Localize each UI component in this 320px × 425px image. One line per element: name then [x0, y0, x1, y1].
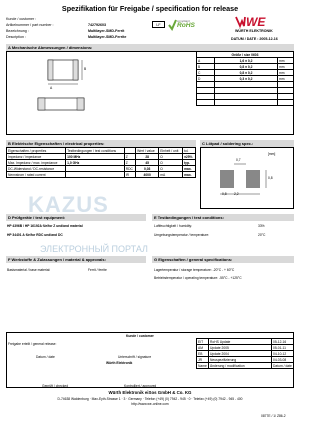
storage-temp: Lagertemperatur / storage temperature: -20°C - + 60°C [154, 268, 235, 272]
temperature-label: Umgebungstemperatur / temperature: [154, 233, 210, 237]
company-web: http://www.we-online.com [131, 402, 169, 406]
table-row: DC-Widerstand / DC-resistance RDC 0,03 Ω max. [7, 166, 196, 172]
wurth-logo: WE WÜRTH ELEKTRONIK [235, 15, 273, 33]
description-label: Description : [6, 35, 26, 39]
rohs-logo: compliant RoHS [168, 18, 196, 30]
section-f-header: F Werkstoffe & Zulassungen / material & approvals: [6, 256, 146, 263]
checked-label: Geprüft / checked [42, 384, 69, 388]
section-d-header: D Prüfgeräte / test equipment: [6, 214, 146, 221]
section-g-header: G Eigenschaften / general specifications: [152, 256, 294, 263]
description-value: Multilayer-SMD-Ferrite [88, 35, 127, 39]
watermark-subtext: ЭЛЕКТРОННЫЙ ПОРТАЛ [40, 244, 148, 254]
watermark-text: KAZUS [28, 192, 109, 217]
release-label: Freigabe erteilt / general release: [8, 342, 57, 346]
logo-mark-icon [235, 15, 246, 28]
pad-len-label: 0,8 [222, 192, 227, 196]
section-b-header: B Elektrische Eigenschaften / electrical properties: [6, 140, 196, 147]
date-label: Datum / date [36, 355, 55, 359]
spec-sheet [6, 4, 294, 421]
table-row: EB Update 2004 04-10-12 [197, 351, 294, 357]
pad-height-label: 0,8 [268, 176, 273, 180]
company-name: Würth Elektronik eiSos GmbH & Co. KG [108, 390, 192, 395]
base-material-value: Ferrit / ferrite [88, 268, 107, 272]
we-label: Würth Elektronik [106, 361, 133, 365]
pad-width-label: 2,2 [234, 192, 239, 196]
table-row: B 0,8 ± 0,2 mm [197, 64, 294, 70]
customer-label: Kunde / customer : [6, 17, 37, 21]
part-number-value: 742792603 [88, 23, 106, 27]
table-row: Max. Impedanz / max. impedance 1,0 GHz Z 45 Ω typ. [7, 160, 196, 166]
table-row: Impedanz / impedance 100 MHz Z 28 Ω ±25% [7, 154, 196, 160]
base-material-label: Basismaterial / base material: [7, 268, 51, 272]
checkmark-icon [168, 19, 177, 31]
unit-label: [mm] [268, 152, 276, 156]
designation-label: Bezeichnung : [6, 29, 29, 33]
dim-label-a: A [50, 86, 53, 90]
table-row: AM Update 2005 05-01-11 [197, 345, 294, 351]
solder-pad-drawing [206, 156, 288, 204]
electrical-table: Eigenschaften / properties Testbedingungen / test conditions Wert / value Einheit / unit tol. Impedanz / impedance 100 MHz Z 28 Ω ±25% Max. Impedanz / max. impedance 1,0 GHz Z 45 Ω typ. DC-Widerstand / DC-resistance RDC 0,03 Ω max. Nennstrom / rated current IR 4000 mA max. [6, 147, 196, 178]
page-code: 0877E / 1/ Z86-2 [261, 414, 286, 418]
section-c-header: C Lötpad / soldering spec.: [200, 140, 294, 147]
table-row: C 0,8 ± 0,2 mm [197, 70, 294, 76]
equipment-line-1: HP 4396B / HP 16192A für/for Z und/and material [7, 224, 83, 228]
humidity-label: Luftfeuchtigkeit / humidity: [154, 224, 193, 228]
table-row: JR Neuspezifizierung 04-03-08 [197, 357, 294, 363]
designation-value: Multilayer-SMD-Ferrit [88, 29, 125, 33]
dim-label-b: B [84, 67, 87, 71]
equipment-line-2: HP 34401 A für/for RDC und/and DC [7, 233, 63, 237]
pad-gap-label: 0,7 [236, 158, 241, 162]
temperature-value: 20°C [258, 233, 266, 237]
table-row: A 1,6 ± 0,2 mm [197, 58, 294, 64]
lead-free-badge: LF [152, 21, 165, 28]
table-row: Nennstrom / rated current IR 4000 mA max. [7, 172, 196, 178]
humidity-value: 33% [258, 224, 265, 228]
part-number-label: Artikelnummer / part number : [6, 23, 54, 27]
customer-heading: Kunde / customer [126, 334, 154, 338]
operating-temp: Betriebstemperatur / operating temperature: -55°C - +125°C [154, 276, 242, 280]
signature-label: Unterschrift / signature [118, 355, 152, 359]
dimension-table: Größe / size 0603 A 1,6 ± 0,2 mm B 0,8 ± 0,2 mm C 0,8 ± 0,2 mm D 0,3 ± 0,2 mm [196, 51, 294, 106]
page-title: Spezifikation für Freigabe / specification for release [61, 4, 239, 13]
date: DATUM / DATE : 2005-12-16 [231, 37, 278, 41]
section-e-header: E Testbedingungen / test conditions: [152, 214, 294, 221]
table-row: D 0,3 ± 0,2 mm [197, 76, 294, 82]
section-a-header: A Mechanische Abmessungen / dimensions: [6, 44, 294, 51]
company-address: D-74638 Waldenburg · Max-Eyth-Strasse 1 · 3 · Germany · Telefon (+49) (0) 7942 - 945 · 0 · Telefax (+49) (0) 7942 - 945 - 400 [57, 397, 243, 401]
approved-label: Kontrolliert / approved [124, 384, 157, 388]
revision-table: EIT RoHS Update 05-12-16 AM Update 2005 05-01-11 EB Update 2004 04-10-12 JR Neuspezifizierung 04-03-08 Name Änderung / modification Datum / date [198, 339, 292, 368]
table-row: EIT RoHS Update 05-12-16 [197, 339, 294, 345]
dimension-drawing [24, 56, 134, 128]
